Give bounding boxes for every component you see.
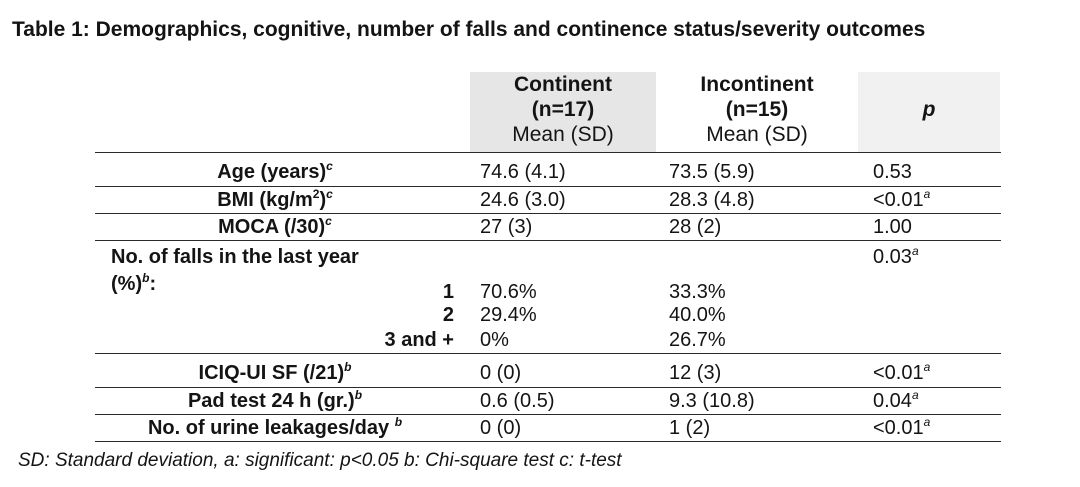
falls-cat-2: 2 xyxy=(442,304,454,326)
falls-cat-3: 3 and + xyxy=(384,329,454,351)
row-leak-incontinent: 1 (2) xyxy=(669,417,711,439)
row-iciq-continent: 0 (0) xyxy=(480,362,522,384)
row-age-continent: 74.6 (4.1) xyxy=(480,161,566,183)
table-footnote: SD: Standard deviation, a: significant: p<0.05 b: Chi-square test c: t-test xyxy=(18,450,622,471)
row-moca-incontinent: 28 (2) xyxy=(669,216,722,238)
row-pad-p: 0.04$^a$ xyxy=(873,388,919,412)
falls-cat-1-incontinent: 33.3% xyxy=(669,281,726,303)
rule-header xyxy=(95,152,1001,153)
row-falls-p: 0.03$^a$ xyxy=(873,244,919,268)
row-pad-continent: 0.6 (0.5) xyxy=(480,390,555,412)
row-leak-label: No. of urine leakages/day $^b$ xyxy=(147,415,403,439)
header-continent-stat: Mean (SD) xyxy=(512,123,614,146)
row-leak-continent: 0 (0) xyxy=(480,417,522,439)
row-bmi-p: <0.01$^a$ xyxy=(873,187,931,211)
row-falls-label-unit: (%)$^b$: xyxy=(111,271,157,295)
row-age-p: 0.53 xyxy=(873,161,912,183)
rule-pad xyxy=(95,414,1001,415)
rule-age xyxy=(95,186,1001,187)
row-bmi-continent: 24.6 (3.0) xyxy=(480,189,566,211)
rule-falls xyxy=(95,353,1001,354)
row-moca-p: 1.00 xyxy=(873,216,912,238)
row-bmi-label: BMI $(kg/m^2)^c$ xyxy=(217,187,333,211)
rule-moca xyxy=(95,240,1001,241)
rule-bmi xyxy=(95,213,1001,214)
header-incontinent xyxy=(662,72,852,152)
row-iciq-p: <0.01$^a$ xyxy=(873,360,931,384)
row-leak-p: <0.01$^a$ xyxy=(873,415,931,439)
row-moca-label: MOCA $(/30)^c$ xyxy=(218,214,332,238)
falls-cat-3-incontinent: 26.7% xyxy=(669,329,726,351)
row-iciq-incontinent: 12 (3) xyxy=(669,362,722,384)
row-pad-label: Pad test 24 h $(gr.)^b$ xyxy=(187,388,363,412)
falls-cat-2-incontinent: 40.0% xyxy=(669,304,726,326)
header-continent-n: (n=17) xyxy=(531,98,595,121)
header-p-label: p xyxy=(922,98,936,121)
header-incontinent-name: Incontinent xyxy=(700,73,814,96)
header-p xyxy=(858,72,1000,152)
row-pad-incontinent: 9.3 (10.8) xyxy=(669,390,755,412)
falls-cat-2-continent: 29.4% xyxy=(480,304,537,326)
table-title: Table 1: Demographics, cognitive, number of falls and continence status/severity outcomes xyxy=(12,18,926,41)
header-incontinent-stat: Mean (SD) xyxy=(706,123,808,146)
row-age-label: Age (years)$^c$ xyxy=(217,159,333,183)
row-bmi-incontinent: 28.3 (4.8) xyxy=(669,189,755,211)
falls-cat-1: 1 xyxy=(442,281,454,303)
falls-cat-1-continent: 70.6% xyxy=(480,281,537,303)
row-iciq-label: ICIQ-UI SF $(/21)^b$ xyxy=(198,360,352,384)
row-falls-label: No. of falls in the last year xyxy=(111,246,359,268)
header-continent xyxy=(470,72,656,152)
row-age-incontinent: 73.5 (5.9) xyxy=(669,161,755,183)
header-incontinent-n: (n=15) xyxy=(725,98,789,121)
header-continent-name: Continent xyxy=(514,73,612,96)
rule-iciq xyxy=(95,387,1001,388)
falls-cat-3-continent: 0% xyxy=(480,329,509,351)
rule-leak xyxy=(95,441,1001,442)
row-moca-continent: 27 (3) xyxy=(480,216,533,238)
